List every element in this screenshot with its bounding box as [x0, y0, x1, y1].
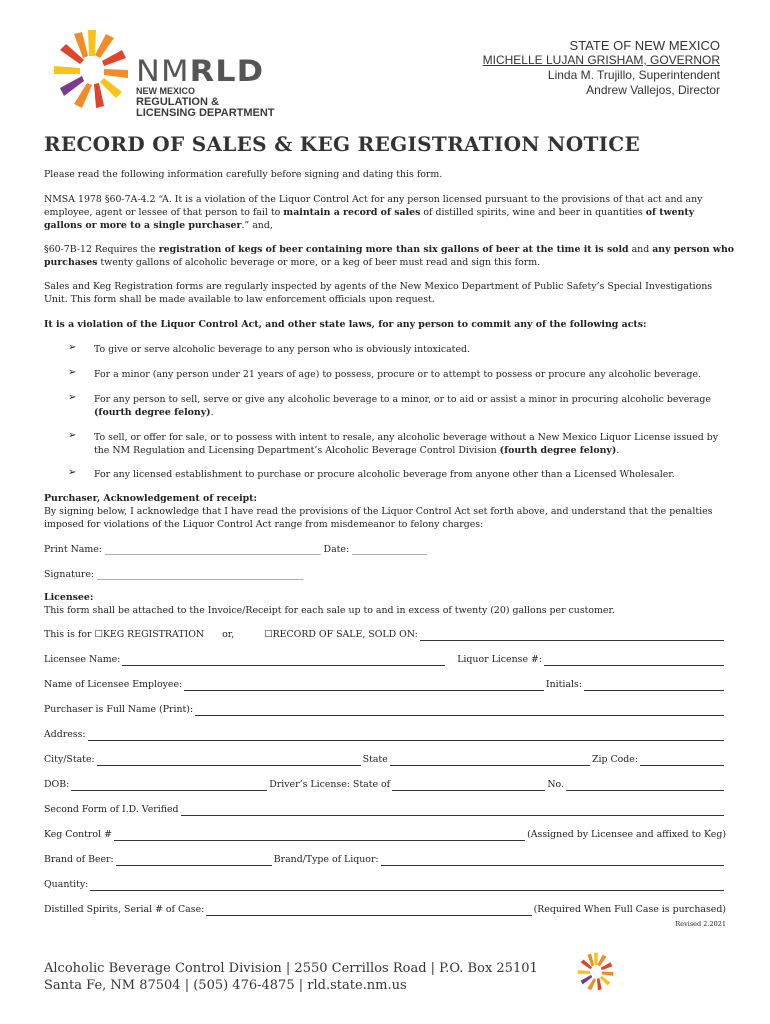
quantity-line[interactable] [90, 880, 724, 891]
state-line[interactable] [390, 755, 590, 766]
bullet-3-end: . [210, 407, 214, 418]
keg-control-line[interactable] [114, 830, 525, 841]
drivers-license-state-line[interactable] [392, 780, 545, 791]
dob-row [44, 778, 726, 791]
footer-address [44, 960, 538, 994]
record-of-sale-checkbox[interactable]: ☐RECORD OF SALE, SOLD ON: [264, 629, 418, 640]
distilled-line[interactable] [206, 905, 531, 916]
keg-text-e: twenty gallons of alcoholic beverage or more, or a keg of beer must read and sign this form. [97, 257, 541, 268]
employee-name-label: Name of Licensee Employee: [44, 679, 183, 690]
inspection-paragraph: Sales and Keg Registration forms are regularly inspected by agents of the New Mexico Department of Public Safety’s Special Investigations Unit. This form shall be made available to law enforcement officials upon request. [44, 281, 713, 305]
keg-control-note: (Assigned by Licensee and affixed to Keg) [527, 829, 726, 840]
nmsa-text-a: NMSA 1978 §60-7A-4.2 “A. It is a violation of the Liquor Control Act for any person licensed pursuant to the provisions of that act and any employee, agent or lessee of that person to fail to [44, 194, 703, 218]
address-label: Address: [44, 729, 86, 740]
arrow-bullet-icon: ➢ [68, 342, 77, 353]
print-name-field[interactable]: Print Name: ______________________________________________ Date: ________________ [44, 544, 428, 555]
bullet-5: For any licensed establishment to purchase or procure alcoholic beverage from anyone other than a Licensed Wholesaler. [94, 469, 675, 480]
sold-on-line[interactable] [420, 630, 724, 641]
quantity-row [44, 878, 726, 891]
quantity-label: Quantity: [44, 879, 89, 890]
distilled-row [44, 903, 726, 916]
purchaser-text: By signing below, I acknowledge that I have read the provisions of the Liquor Control Act set forth above, and understand that the penalties imposed for violations of the Liquor Control Act range from misdemeanor to felony charges: [44, 506, 713, 530]
bullet-4-end: . [616, 445, 620, 456]
second-id-label: Second Form of I.D. Verified [44, 804, 179, 815]
bullet-4-felony: (fourth degree felony) [499, 445, 617, 456]
distilled-note: (Required When Full Case is purchased) [533, 904, 726, 915]
brand-beer-label: Brand of Beer: [44, 854, 114, 865]
nmsa-text-b: maintain a record of sales [283, 207, 421, 218]
keg-control-label: Keg Control # [44, 829, 112, 840]
dept-line-3: LICENSING DEPARTMENT [136, 107, 275, 119]
distilled-label: Distilled Spirits, Serial # of Case: [44, 904, 205, 915]
state-label: State [362, 754, 388, 765]
arrow-bullet-icon: ➢ [68, 392, 77, 403]
second-id-row [44, 803, 726, 816]
bullet-4 [94, 431, 734, 457]
address-row [44, 728, 726, 741]
purchaser-heading: Purchaser, Acknowledgement of receipt: [44, 493, 257, 504]
page-title: RECORD OF SALES & KEG REGISTRATION NOTICE [44, 132, 641, 156]
bullet-2: For a minor (any person under 21 years of age) to possess, procure or to attempt to possess or procure any alcoholic beverage. [94, 369, 701, 380]
second-id-line[interactable] [181, 805, 724, 816]
licensee-text: This form shall be attached to the Invoice/Receipt for each sale up to and in excess of twenty (20) gallons per customer. [44, 605, 615, 616]
zip-line[interactable] [640, 755, 724, 766]
footer-logo [567, 948, 625, 996]
dept-line-1: NEW MEXICO [136, 86, 196, 96]
brand-nm: NM [136, 54, 190, 88]
director-name: Andrew Vallejos, Director [586, 83, 720, 97]
employee-row [44, 678, 726, 691]
licensee-name-line[interactable] [122, 655, 445, 666]
licensee-heading: Licensee: [44, 592, 94, 603]
nmsa-paragraph [44, 193, 734, 232]
footer-line-2: Santa Fe, NM 87504 | (505) 476-4875 | rld.state.nm.us [44, 978, 407, 993]
keg-registration-checkbox[interactable]: This is for ☐KEG REGISTRATION [44, 629, 205, 640]
state-name: STATE OF NEW MEXICO [569, 38, 720, 53]
keg-paragraph [44, 243, 734, 269]
bullet-3-text: For any person to sell, serve or give any alcoholic beverage to a minor, or to aid or assist a minor in procuring alcoholic beverage [94, 394, 711, 405]
drivers-license-label: Driver’s License: State of [269, 779, 391, 790]
employee-name-line[interactable] [184, 680, 544, 691]
record-type-row [44, 628, 726, 641]
liquor-license-label: Liquor License #: [457, 654, 542, 665]
brand-beer-line[interactable] [116, 855, 272, 866]
violation-heading: It is a violation of the Liquor Control Act, and other state laws, for any person to commit any of the following acts: [44, 319, 647, 330]
keg-text-b: registration of kegs of beer containing more than six gallons of beer at the time it is sold [158, 244, 629, 255]
footer-line-1: Alcoholic Beverage Control Division | 2550 Cerrillos Road | P.O. Box 25101 [44, 961, 538, 976]
purchaser-name-line[interactable] [195, 705, 724, 716]
signature-field[interactable]: Signature: ____________________________________________ [44, 569, 304, 580]
licensee-name-row [44, 653, 726, 666]
bullet-4-text: To sell, or offer for sale, or to possess with intent to resale, any alcoholic beverage without a New Mexico Liquor License issued by the NM Regulation and Licensing Department’s Alcoholic Beverage Control Division [94, 432, 718, 456]
dept-line-2: REGULATION & [136, 96, 219, 108]
brand-wordmark [136, 54, 264, 88]
city-state-label: City/State: [44, 754, 95, 765]
brand-rld: RLD [189, 54, 265, 88]
arrow-bullet-icon: ➢ [68, 367, 77, 378]
purchaser-name-row [44, 703, 726, 716]
bullet-3-felony: (fourth degree felony) [94, 407, 211, 418]
brand-row [44, 853, 726, 866]
revised-date: Revised 2.2021 [675, 920, 726, 928]
dob-label: DOB: [44, 779, 70, 790]
governor-name: MICHELLE LUJAN GRISHAM, GOVERNOR [482, 53, 720, 67]
brand-liquor-line[interactable] [381, 855, 724, 866]
city-state-row [44, 753, 726, 766]
initials-line[interactable] [584, 680, 724, 691]
bullet-1: To give or serve alcoholic beverage to any person who is obviously intoxicated. [94, 344, 470, 355]
address-line[interactable] [88, 730, 724, 741]
superintendent-name: Linda M. Trujillo, Superintendent [547, 68, 720, 82]
keg-control-row [44, 828, 726, 841]
arrow-bullet-icon: ➢ [68, 430, 77, 441]
brand-liquor-label: Brand/Type of Liquor: [273, 854, 379, 865]
keg-text-a: §60-7B-12 Requires the [44, 244, 159, 255]
keg-text-c: and [628, 244, 653, 255]
nmsa-text-c: of distilled spirits, wine and beer in quantities [420, 207, 646, 218]
nmsa-text-d: of twenty gallons or more to a single purchaser [44, 207, 695, 231]
keg-text-d: any person who purchases [44, 244, 735, 268]
city-line[interactable] [97, 755, 361, 766]
dob-line[interactable] [71, 780, 267, 791]
bullet-3 [94, 393, 734, 419]
initials-label: Initials: [545, 679, 582, 690]
department-name [136, 86, 275, 119]
liquor-license-line[interactable] [544, 655, 724, 666]
purchaser-name-label: Purchaser is Full Name (Print): [44, 704, 194, 715]
state-header [460, 38, 720, 98]
licensee-name-label: Licensee Name: [44, 654, 121, 665]
nmsa-text-e: .” and, [241, 220, 273, 231]
zip-label: Zip Code: [591, 754, 638, 765]
nmrld-logo [50, 18, 140, 118]
license-no-label: No. [547, 779, 564, 790]
or-label: or, [222, 629, 235, 640]
license-no-line[interactable] [566, 780, 724, 791]
arrow-bullet-icon: ➢ [68, 467, 77, 478]
intro-text: Please read the following information carefully before signing and dating this form. [44, 169, 443, 180]
